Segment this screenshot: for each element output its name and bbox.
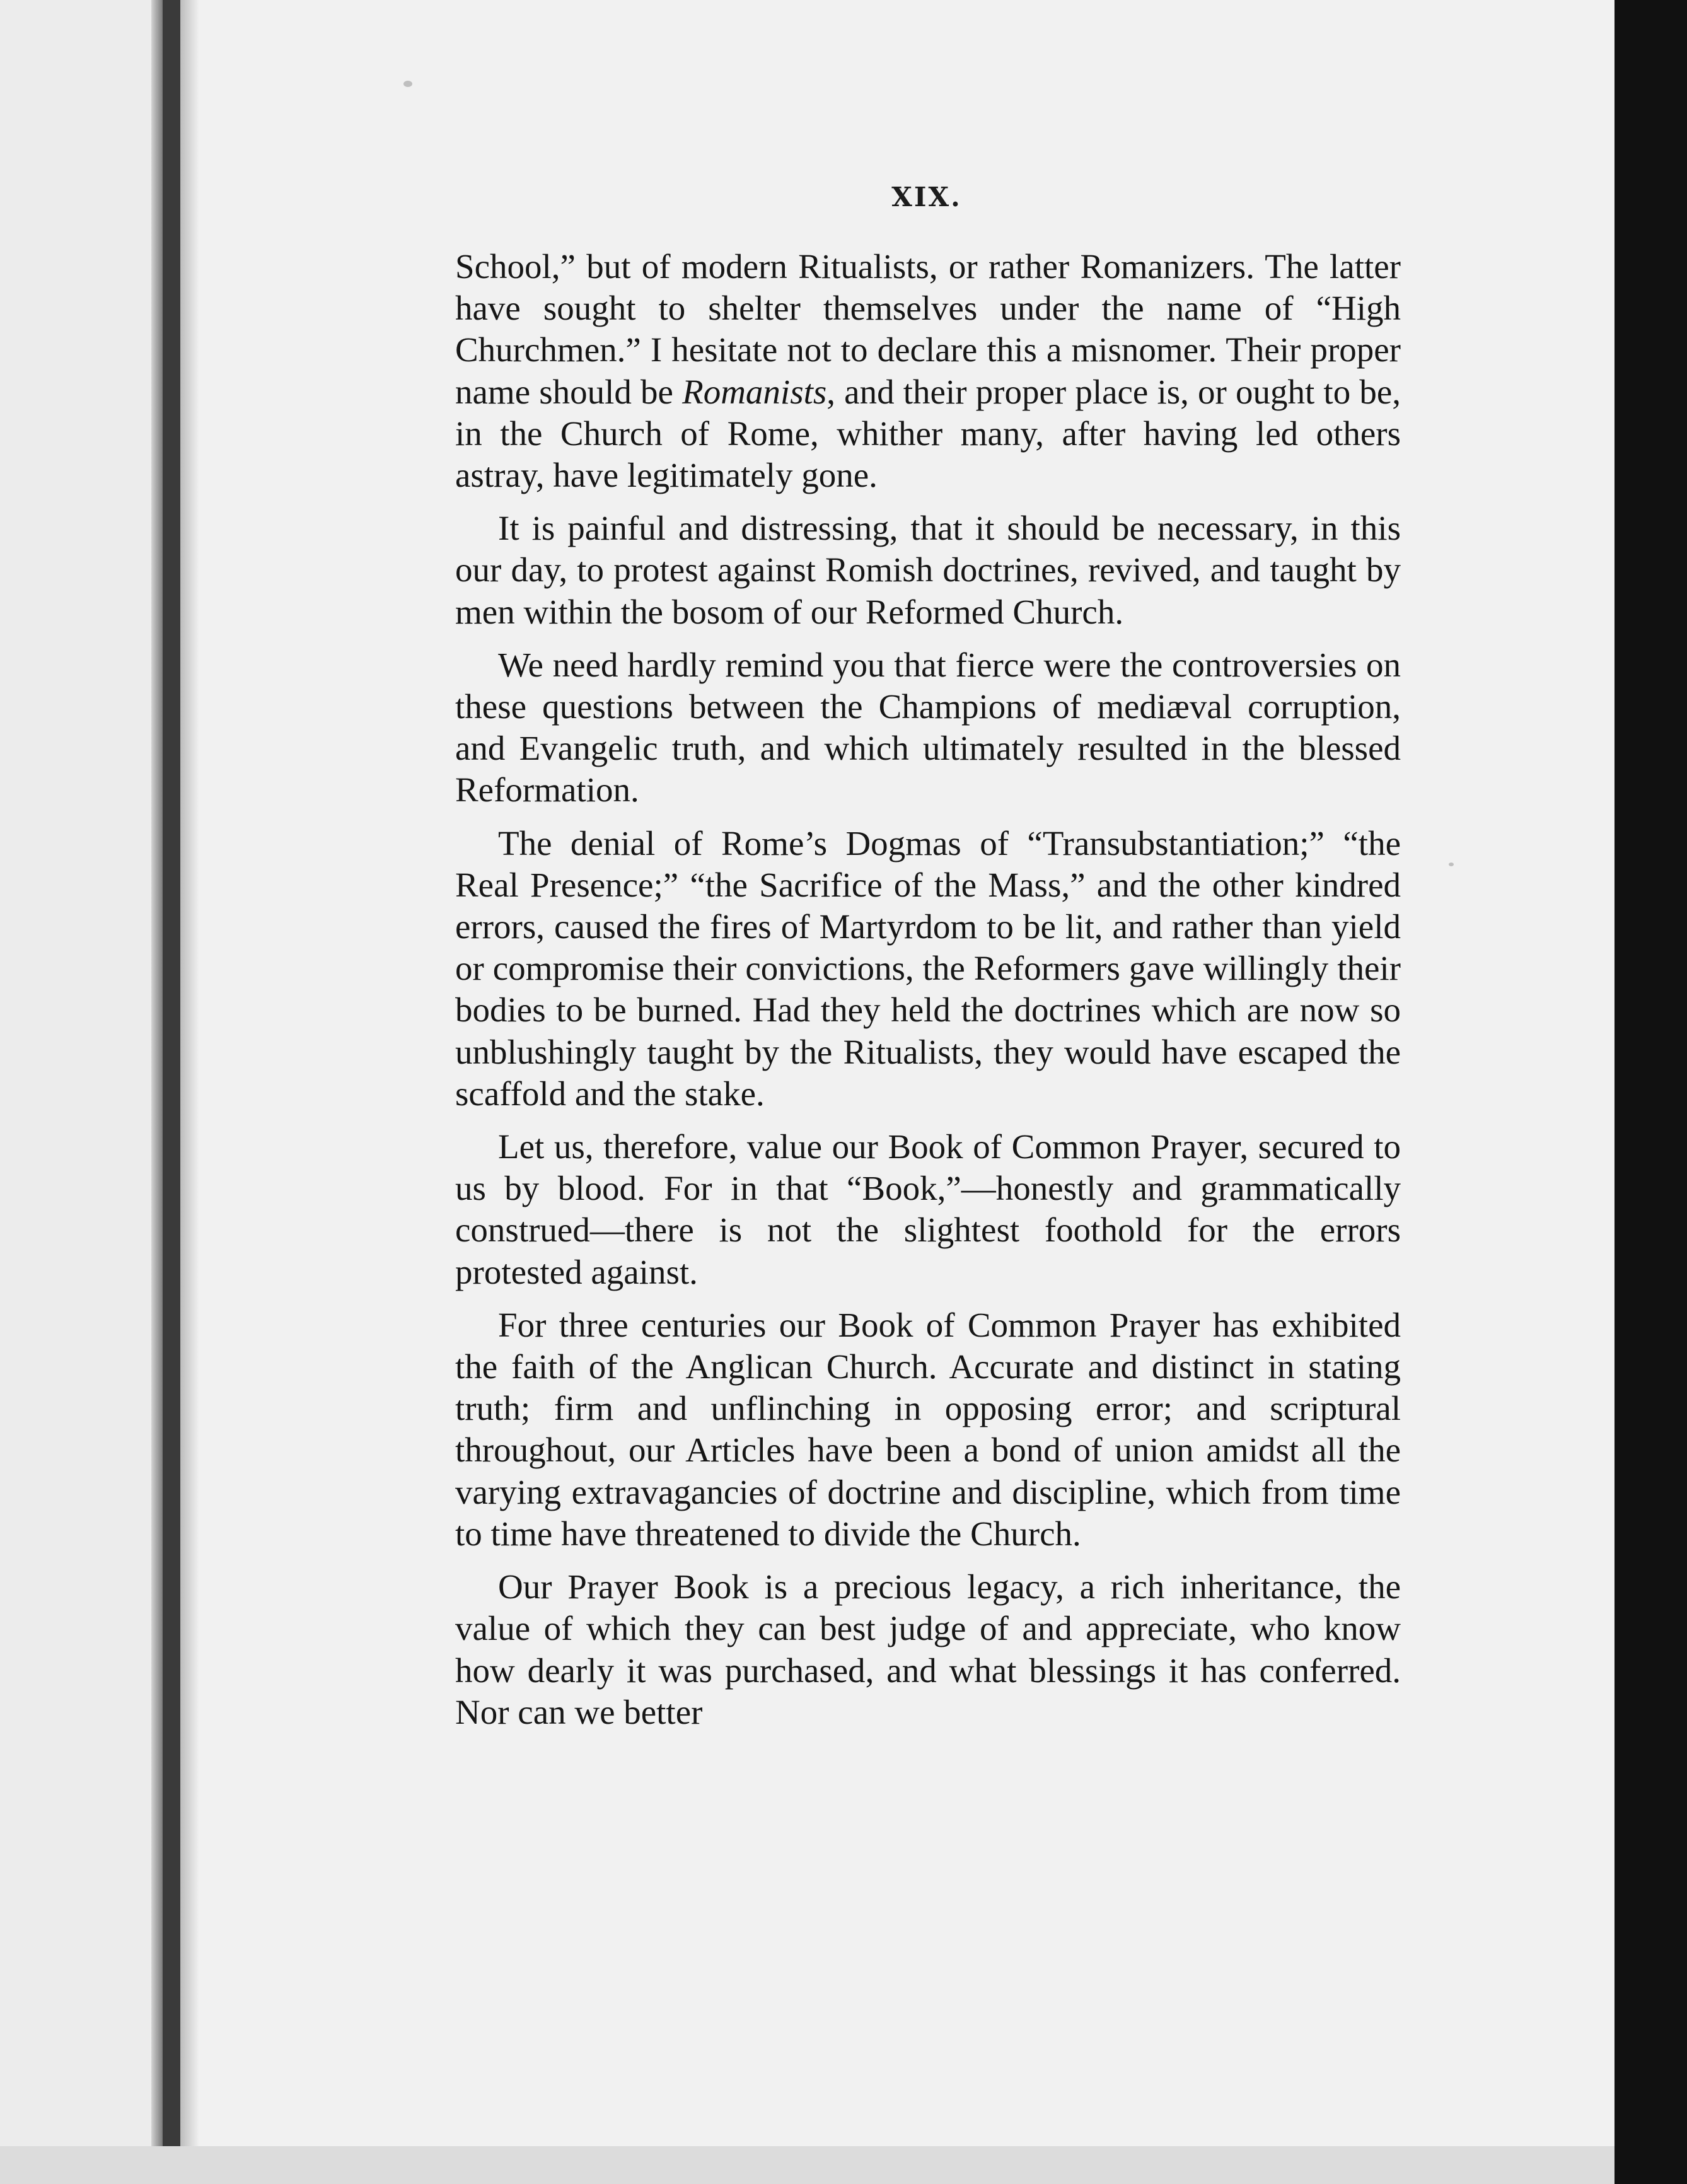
body-text <box>455 246 1401 1733</box>
paragraph: For three centuries our Book of Common Prayer has exhibited the faith of the Anglican Church. Accurate and distinct in stating truth; firm and unflinching in opposing error; and scriptural throughout, our Articles have been a bond of union amidst all the varying extravagancies of doctrine and discipline, which from time to time have threatened to divide the Church. <box>455 1305 1401 1553</box>
page-number: XIX. <box>891 182 962 212</box>
left-page-shadow <box>151 0 163 2184</box>
scan-right-border <box>1615 0 1687 2184</box>
italic-term: Romanists <box>682 372 827 411</box>
paragraph <box>455 246 1401 496</box>
scan-speck <box>403 81 412 87</box>
paragraph-text: , and their proper place is, or ought to be, in the Church of Rome, whither many, after having led others astray, have legitimately gone. <box>455 372 1401 495</box>
right-page-shade <box>180 0 199 2146</box>
paragraph-text: School,” but of modern Ritualists, or rather Romanizers. The latter have sought to shelter themselves under the name of “High Churchmen.” I hesitate not to declare this a misnomer. Their proper name should be <box>455 247 1401 411</box>
paragraph: Our Prayer Book is a precious legacy, a rich inheritance, the value of which they can best judge of and appreciate, who know how dearly it was purchased, and what blessings it has conferred. Nor can we better <box>455 1567 1401 1731</box>
paragraph: The denial of Rome’s Dogmas of “Transubstantiation;” “the Real Presence;” “the Sacrifice of the Mass,” and the other kindred errors, caused the fires of Martyrdom to be lit, and rather than yield or compromise their convictions, the Reformers gave willingly their bodies to be burned. Had they held the doctrines which are now so unblushingly taught by the Ritualists, they would have escaped the scaffold and the stake. <box>455 823 1401 1113</box>
paragraph: We need hardly remind you that fierce were the controversies on these questions between the Champions of mediæval corruption, and Evangelic truth, and which ultimately resulted in the blessed Reformation. <box>455 645 1401 810</box>
left-page <box>0 0 163 2184</box>
paragraph: It is painful and distressing, that it should be necessary, in this our day, to protest against Romish doctrines, revived, and taught by men within the bosom of our Reformed Church. <box>455 509 1401 631</box>
scan-bottom-strip <box>0 2146 1687 2184</box>
scan-speck <box>1449 863 1454 866</box>
book-gutter <box>163 0 180 2184</box>
paragraph: Let us, therefore, value our Book of Common Prayer, secured to us by blood. For in that “Book,”—honestly and grammatically construed—there is not the slightest foothold for the errors protested against. <box>455 1127 1401 1291</box>
